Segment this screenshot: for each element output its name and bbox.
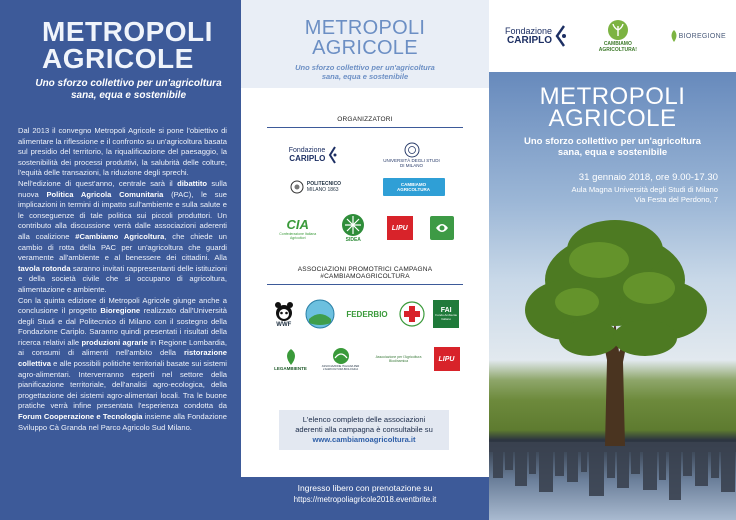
pro-natura-logo (304, 299, 336, 329)
left-title: METROPOLI AGRICOLE (42, 16, 213, 74)
organizers-row-1 (241, 136, 489, 174)
paragraph-debate: Nell'edizione di quest'anno, centrale sarà il dibattito sulla nuova Politica Agricola Comunitaria (PAC), le sue implicazioni in termini di impatto sull'ambiente e sulla salute e le conseguenze di tale politica sui piccoli produttori. Un contributo alla discussione verrà dalle associazioni aderenti alla coalizione #Cambiamo Agricoltura, che chiede un cambio di rotta della PAC per un'agricoltura che guardi veramente all'ambiente e al benessere dei cittadini. Alla tavola rotonda saranno invitati rappresentanti delle istituzioni e della società civile che si occupano di agricoltura, alimentazione e ambiente. (18, 178, 227, 294)
aiab-logo: ASSOCIAZIONE ITALIANA PER L'AGRICOLTURA BIOLOGICA (318, 347, 364, 371)
cariplo-sponsor-logo: Fondazione CARIPLO (505, 25, 567, 47)
organizers-row-2 (241, 174, 489, 200)
cover-title: METROPOLI AGRICOLE (539, 83, 686, 132)
sponsor-logos (489, 0, 736, 72)
federbio-logo: FEDERBIO (346, 309, 388, 319)
unimi-logo: UNIVERSITÀ DEGLI STUDI DI MILANO (377, 142, 447, 168)
sidea-logo: SIDEA (337, 213, 369, 243)
lipu-logo-2: LIPU (434, 347, 460, 371)
biodinamica-logo: Associazione per l'Agricoltura Biodinamica (375, 355, 422, 363)
lipu-logo: LIPU (387, 216, 413, 240)
legambiente-logo: LEGAMBIENTE (271, 348, 311, 371)
middle-title: METROPOLI AGRICOLE (304, 17, 426, 59)
right-panel-cover (489, 0, 736, 520)
tree-illustration (489, 210, 736, 520)
registration-footer: Ingresso libero con prenotazione su https://metropoliagricole2018.eventbrite.it (241, 477, 489, 520)
cambiamo-agricoltura-sponsor-logo: CAMBIAMO AGRICOLTURA! (599, 19, 637, 53)
organizers-row-3 (241, 208, 489, 248)
promoters-divider (267, 284, 463, 285)
middle-header (241, 0, 489, 88)
paragraph-intro: Dal 2013 il convegno Metropoli Agricole si pone l'obiettivo di alimentare la riflessione e il confronto su un'agricoltura basata sul presidio del territorio, la riqualificazione del paesaggio, la sostenibilità dei processi produttivi, la salubrità delle colture, l'equità delle transazioni, la riduzione degli sprechi. (18, 126, 227, 178)
legambiente-cross-logo (398, 301, 426, 327)
event-venue: Aula Magna Università degli Studi di Milano Via Festa del Perdono, 7 (571, 185, 718, 204)
isde-logo (430, 216, 454, 240)
organizers-label: ORGANIZZATORI (337, 116, 393, 123)
polimi-logo: POLITECNICO MILANO 1863 (286, 180, 346, 194)
cambiamo-agricoltura-badge: CAMBIAMO AGRICOLTURA (383, 178, 445, 196)
promoters-row-1 (241, 293, 489, 335)
middle-subtitle: Uno sforzo collettivo per un'agricoltura sana, equa e sostenibile (295, 63, 435, 81)
eventbrite-link[interactable]: https://metropoliagricole2018.eventbrite.it (293, 495, 437, 504)
associations-info-box: L'elenco completo delle associazioni aderenti alla campagna è consultabile su www.cambiamoagricoltura.it (279, 410, 449, 450)
cambiamo-agricoltura-link[interactable]: www.cambiamoagricoltura.it (312, 435, 416, 444)
event-date: 31 gennaio 2018, ore 9.00-17.30 (578, 172, 718, 183)
wwf-logo: WWF (271, 300, 297, 328)
cariplo-logo: Fondazione CARIPLO (284, 146, 344, 164)
promoters-label: ASSOCIAZIONI PROMOTRICI CAMPAGNA #CAMBIAMOAGRICOLTURA (297, 266, 433, 280)
cover-subtitle: Uno sforzo collettivo per un'agricoltura sana, equa e sostenibile (524, 136, 701, 158)
bioregione-logo: BIOREGIONE (669, 29, 726, 43)
paragraph-bioregione: Con la quinta edizione di Metropoli Agricole giunge anche a conclusione il progetto Bioregione realizzato dall'Università degli Studi e dal Politecnico di Milano con il sostegno della Fondazione Cariplo. Saranno quindi presentati i risultati della ricerca relativi alle produzioni agrarie in Regione Lombardia, ai consumi di alimenti nell'ambito della ristorazione collettiva e alle possibili politiche territoriali basate sui sistemi agro-alimentari. Interverranno esperti nel settore della pianificazione territoriale, dell'analisi agro-ecologica, della progettazione dei sistemi agro-alimentari locali. Tra le buone pratiche verrà infine presentata l'esperienza condotta da Forum Cooperazione e Tecnologia insieme alla Fondazione Sviluppo Cà Granda nel Parco Agricolo Sud Milano. (18, 295, 227, 432)
organizers-divider (267, 127, 463, 128)
left-body-text (18, 126, 227, 433)
left-panel (0, 0, 241, 520)
left-subtitle: Uno sforzo collettivo per un'agricoltura sana, equa e sostenibile (35, 78, 222, 101)
cia-logo: CIA Confederazione Italiana Agricoltori (279, 216, 317, 240)
middle-panel (241, 0, 489, 520)
fai-logo: FAI Fondo Ambiente Italiano (433, 300, 459, 328)
promoters-row-2 (241, 341, 489, 377)
